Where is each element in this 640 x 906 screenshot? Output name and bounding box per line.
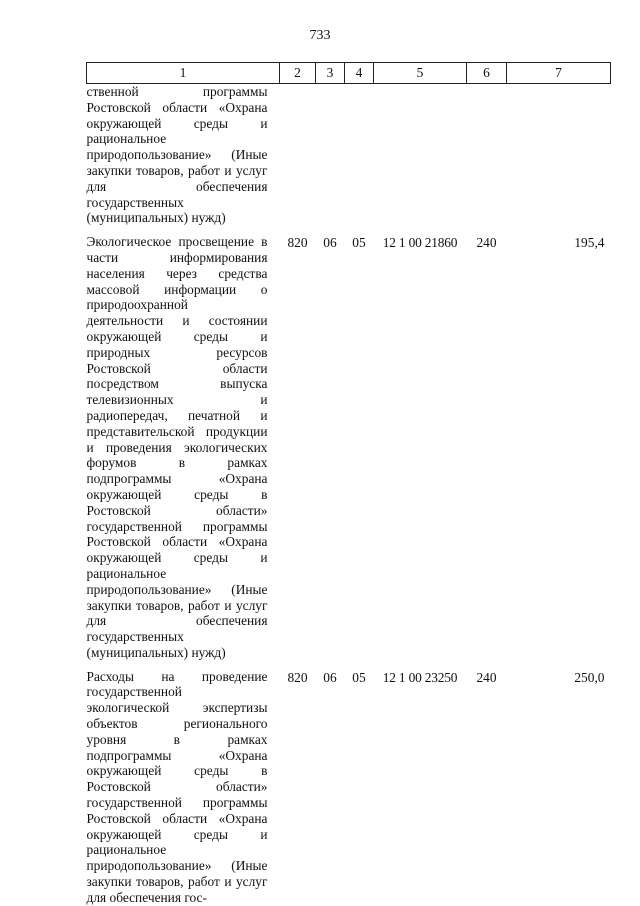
cell-target-article: 12 1 00 23250 — [382, 669, 458, 685]
cell-subsection: 05 — [352, 235, 366, 251]
table-row — [87, 234, 611, 661]
cell-amount — [507, 84, 611, 227]
table-header — [87, 63, 611, 84]
page-number: 733 — [309, 28, 331, 43]
column-header: 2 — [280, 63, 316, 84]
cell-target-article: 12 1 00 21860 — [382, 235, 458, 251]
row-description: Расходы на проведение государственной экологической экспертизы объектов регионального уровня в рамках подпрограммы «Охрана окружающей среды в Ростовской области» государственной программы Ростовской области «Охрана окружающей среды и рациональное природопользование» (Иные закупки товаров, работ и услуг для обеспечения гос- — [86, 668, 268, 905]
cell-expense-type: 240 — [476, 669, 497, 685]
column-header: 7 — [507, 63, 611, 84]
cell-subsection — [345, 84, 374, 227]
column-header: 4 — [345, 63, 374, 84]
cell-section: 06 — [323, 669, 337, 685]
table-body — [87, 84, 611, 906]
cell-subsection: 05 — [352, 669, 366, 685]
table-row — [87, 669, 611, 906]
column-header: 5 — [374, 63, 467, 84]
budget-table — [86, 62, 611, 906]
row-description: ственной программы Ростовской области «Охрана окружающей среды и рациональное природопользование» (Иные закупки товаров, работ и услуг для обеспечения государственных (муниципальных) нужд) — [86, 84, 268, 226]
header-row — [87, 63, 611, 84]
cell-amount: 195,4 — [574, 235, 605, 251]
cell-ministry — [280, 84, 316, 227]
cell-section: 06 — [323, 235, 337, 251]
cell-expense-type: 240 — [476, 235, 497, 251]
cell-target-article — [374, 84, 467, 227]
row-spacer — [87, 226, 611, 234]
column-header: 1 — [87, 63, 280, 84]
cell-ministry: 820 — [287, 669, 308, 685]
cell-section — [316, 84, 345, 227]
column-header: 3 — [316, 63, 345, 84]
row-description: Экологическое просвещение в части информирования населения через средства массовой информации о природоохранной деятельности и состоянии окружающей среды и природных ресурсов Ростовской области посредством выпуска телевизионных и радиопередач, печатной и представительской продукции и проведения экологических форумов в рамках подпрограммы «Охрана окружающей среды в Ростовской области» государственной программы Ростовской области «Охрана окружающей среды и рациональное природопользование» (Иные закупки товаров, работ и услуг для обеспечения государственных (муниципальных) нужд) — [86, 234, 268, 660]
cell-ministry: 820 — [287, 235, 308, 251]
table-row — [87, 84, 611, 227]
cell-expense-type — [467, 84, 507, 227]
cell-amount: 250,0 — [574, 669, 605, 685]
column-header: 6 — [467, 63, 507, 84]
row-spacer — [87, 661, 611, 669]
